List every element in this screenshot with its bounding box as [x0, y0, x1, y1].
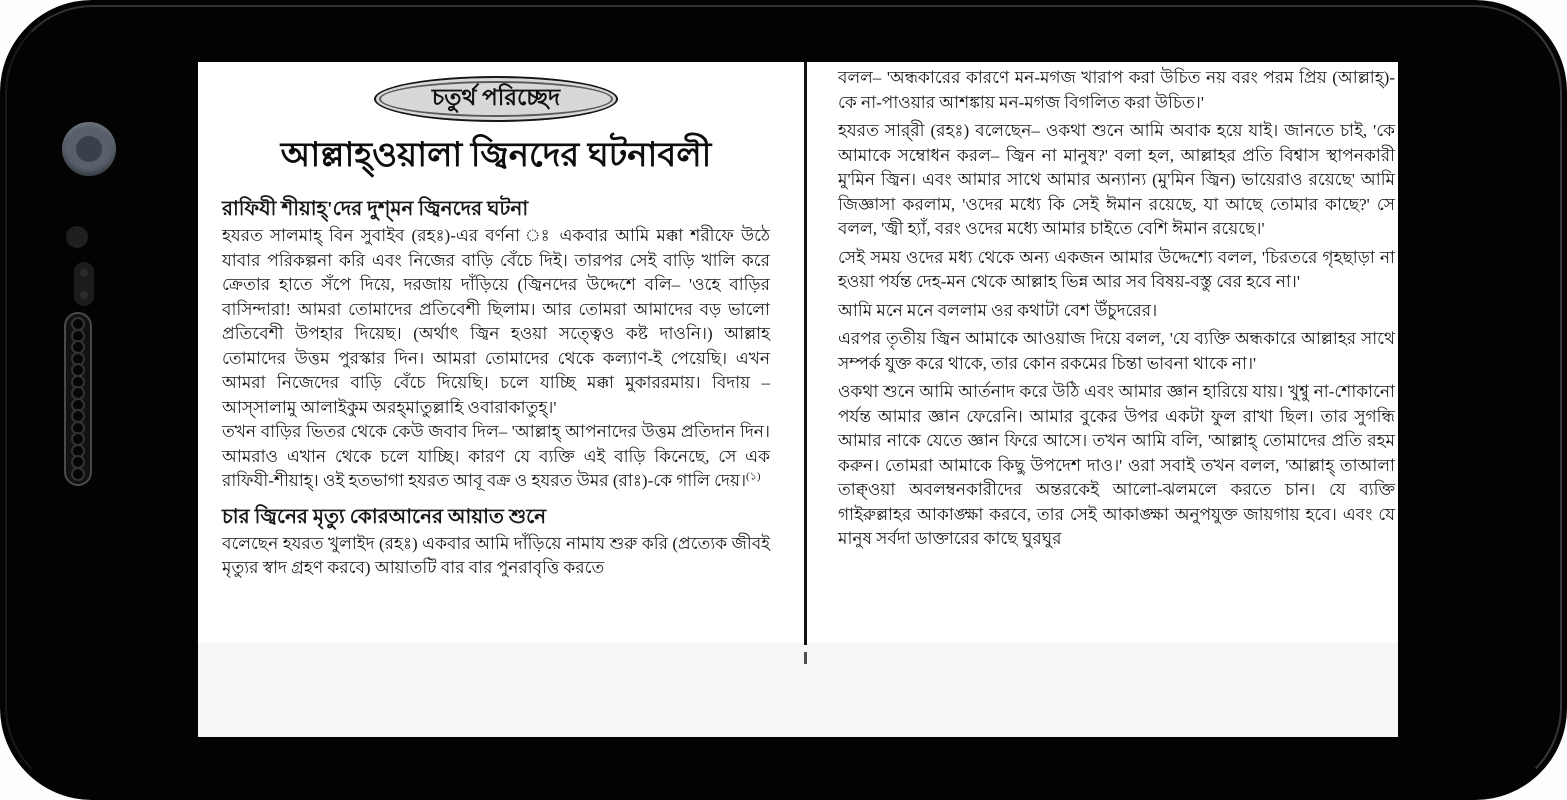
front-camera-icon — [62, 122, 116, 176]
page-title: আল্লাহ্‌ওয়ালা জ্বিনদের ঘটনাবলী — [280, 137, 712, 174]
paragraph: হযরত সার্‌রী (রহঃ) বলেছেন– ওকথা শুনে আমি অবাক হয়ে যাই। জানতে চাই, 'কে আমাকে সম্বোধন করল– জ্বিন না মানুষ?' বলা হল, আল্লাহর প্রতি বিশ্বাস স্থাপনকারী মু'মিন জ্বিন। এবং আমার সাথে আমার অন্যান্য (মু'মিন জ্বিন) ভায়েরাও রয়েছে' আমি জিজ্ঞাসা করলাম, 'ওদের মধ্যে কি সেই ঈমান রয়েছে, যা আছে তোমার কাছে?' সে বলল, 'জ্বী হ্যাঁ, বরং ওদের মধ্যে আমার চাইতে বেশি ঈমান রয়েছে।' — [838, 121, 1395, 238]
paragraph — [222, 420, 770, 494]
camera-lens-icon — [76, 136, 102, 162]
reader-screen[interactable] — [198, 62, 1398, 737]
paragraph: বলল– 'অন্ধকারের কারণে মন-মগজ খারাপ করা উচিত নয় বরং পরম প্রিয় (আল্লাহ্)-কে না-পাওয়ার আশঙ্কায় মন-মগজ বিগলিত করা উচিত।' — [838, 68, 1395, 112]
paragraph-text: তখন বাড়ির ভিতর থেকে কেউ জবাব দিল– 'আল্লাহ্ আপনাদের উত্তম প্রতিদান দিন। আমরাও এখান থেকে চলে যাচ্ছি। কারণ যে ব্যক্তি এই বাড়ি কিনেছে, সে এক রাফিযী-শীয়াহ্। ওই হতভাগা হযরত আবূ বক্র ও হযরত উমর (রাঃ)-কে গালি দেয়। — [222, 422, 770, 490]
right-column — [838, 66, 1395, 552]
paragraph: বলেছেন হযরত খুলাইদ (রহঃ) একবার আমি দাঁড়িয়ে নামায শুরু করি (প্রত্যেক জীবই মৃত্যুর স্বাদ গ্রহণ করবে) আয়াতটি বার বার পুনরাবৃত্তি করতে — [222, 533, 770, 577]
earpiece-speaker-icon — [64, 312, 92, 486]
page-end-strip — [198, 643, 1398, 737]
paragraph: সেই সময় ওদের মধ্য থেকে অন্য একজন আমার উদ্দেশ্যে বলল, 'চিরতরে গৃহছাড়া না হওয়া পর্যন্ত দেহ-মন থেকে আল্লাহ ভিন্ন আর সব বিষয়-বস্তু বের হবে না।' — [838, 247, 1395, 291]
paragraph: এরপর তৃতীয় জ্বিন আমাকে আওয়াজ দিয়ে বলল, 'যে ব্যক্তি অন্ধকারে আল্লাহর সাথে সম্পর্ক যুক্ত করে থাকে, তার কোন রকমের চিন্তা ভাবনা থাকে না।' — [838, 329, 1395, 373]
proximity-sensor-icon — [66, 226, 88, 248]
paragraph: ওকথা শুনে আমি আর্তনাদ করে উঠি এবং আমার জ্ঞান হারিয়ে যায়। খুশ্বু না-শোকানো পর্যন্ত আমার জ্ঞান ফেরেনি। আমার বুকের উপর একটা ফুল রাখা ছিল। তার সুগন্ধি আমার নাকে যেতে জ্ঞান ফিরে আসে। তখন আমি বলি, 'আল্লাহ্ তোমাদের প্রতি রহম করুন। তোমরা আমাকে কিছু উপদেশ দাও।' ওরা সবাই তখন বলল, 'আল্লাহ্ তাআলা তাক্ব্‌ওয়া অবলম্বনকারীদের অন্তরকেই আলো-ঝলমলে করতে চান। যে ব্যক্তি গাইরুল্লাহর আকাঙ্ক্ষা করবে, তার সেই আকাঙ্ক্ষা অনুপযুক্ত জায়গায় হবে। এবং যে মানুষ সর্বদা ডাক্তারের কাছে ঘুরঘুর — [838, 382, 1395, 548]
section-heading-2: চার জ্বিনের মৃত্যু কোরআনের আয়াত শুনে — [222, 505, 547, 528]
column-divider — [804, 62, 807, 645]
paragraph: হযরত সালমাহ্ বিন সুবাইব (রহঃ)-এর বর্ণনা ঃ একবার আমি মক্কা শরীফে উঠে যাবার পরিকল্পনা করি এবং নিজের বাড়ি বেঁচে দিই। তারপর সেই বাড়ি খালি করে ক্রেতার হাতে সঁপে দিয়ে, দরজায় দাঁড়িয়ে (জ্বিনদের উদ্দেশে বলি– 'ওহে বাড়ির বাসিন্দারা! আমরা তোমাদের প্রতিবেশী ছিলাম। আর তোমরা আমাদের বড় ভালো প্রতিবেশী উপহার দিয়েছ। (অর্থাৎ জ্বিন হওয়া সত্ত্বেও কষ্ট দাওনি।) আল্লাহ তোমাদের উত্তম পুরস্কার দিন। আমরা তোমাদের থেকে কল্যাণ-ই পেয়েছি। এখন আমরা নিজেদের বাড়ি বেঁচে দিয়েছি। চলে যাচ্ছি মক্কা মুকাররমায়। বিদায় – আস্‌সালামু আলাইকুম অরহ্‌মাতুল্লাহি ওবারাকাতুহ্।' — [222, 226, 770, 417]
chapter-badge: চতুর্থ পরিচ্ছেদ — [374, 76, 618, 122]
paragraph: আমি মনে মনে বললাম ওর কথাটা বেশ উঁচুদরের। — [838, 300, 1158, 320]
left-column — [222, 62, 770, 581]
column-divider-tick — [804, 652, 807, 664]
section-heading-1: রাফিযী শীয়াহ্‌'দের দুশ্‌মন জ্বিনদের ঘটনা — [222, 198, 529, 220]
footnote-marker: (১) — [746, 470, 761, 483]
ambient-sensor-icon — [74, 262, 94, 306]
